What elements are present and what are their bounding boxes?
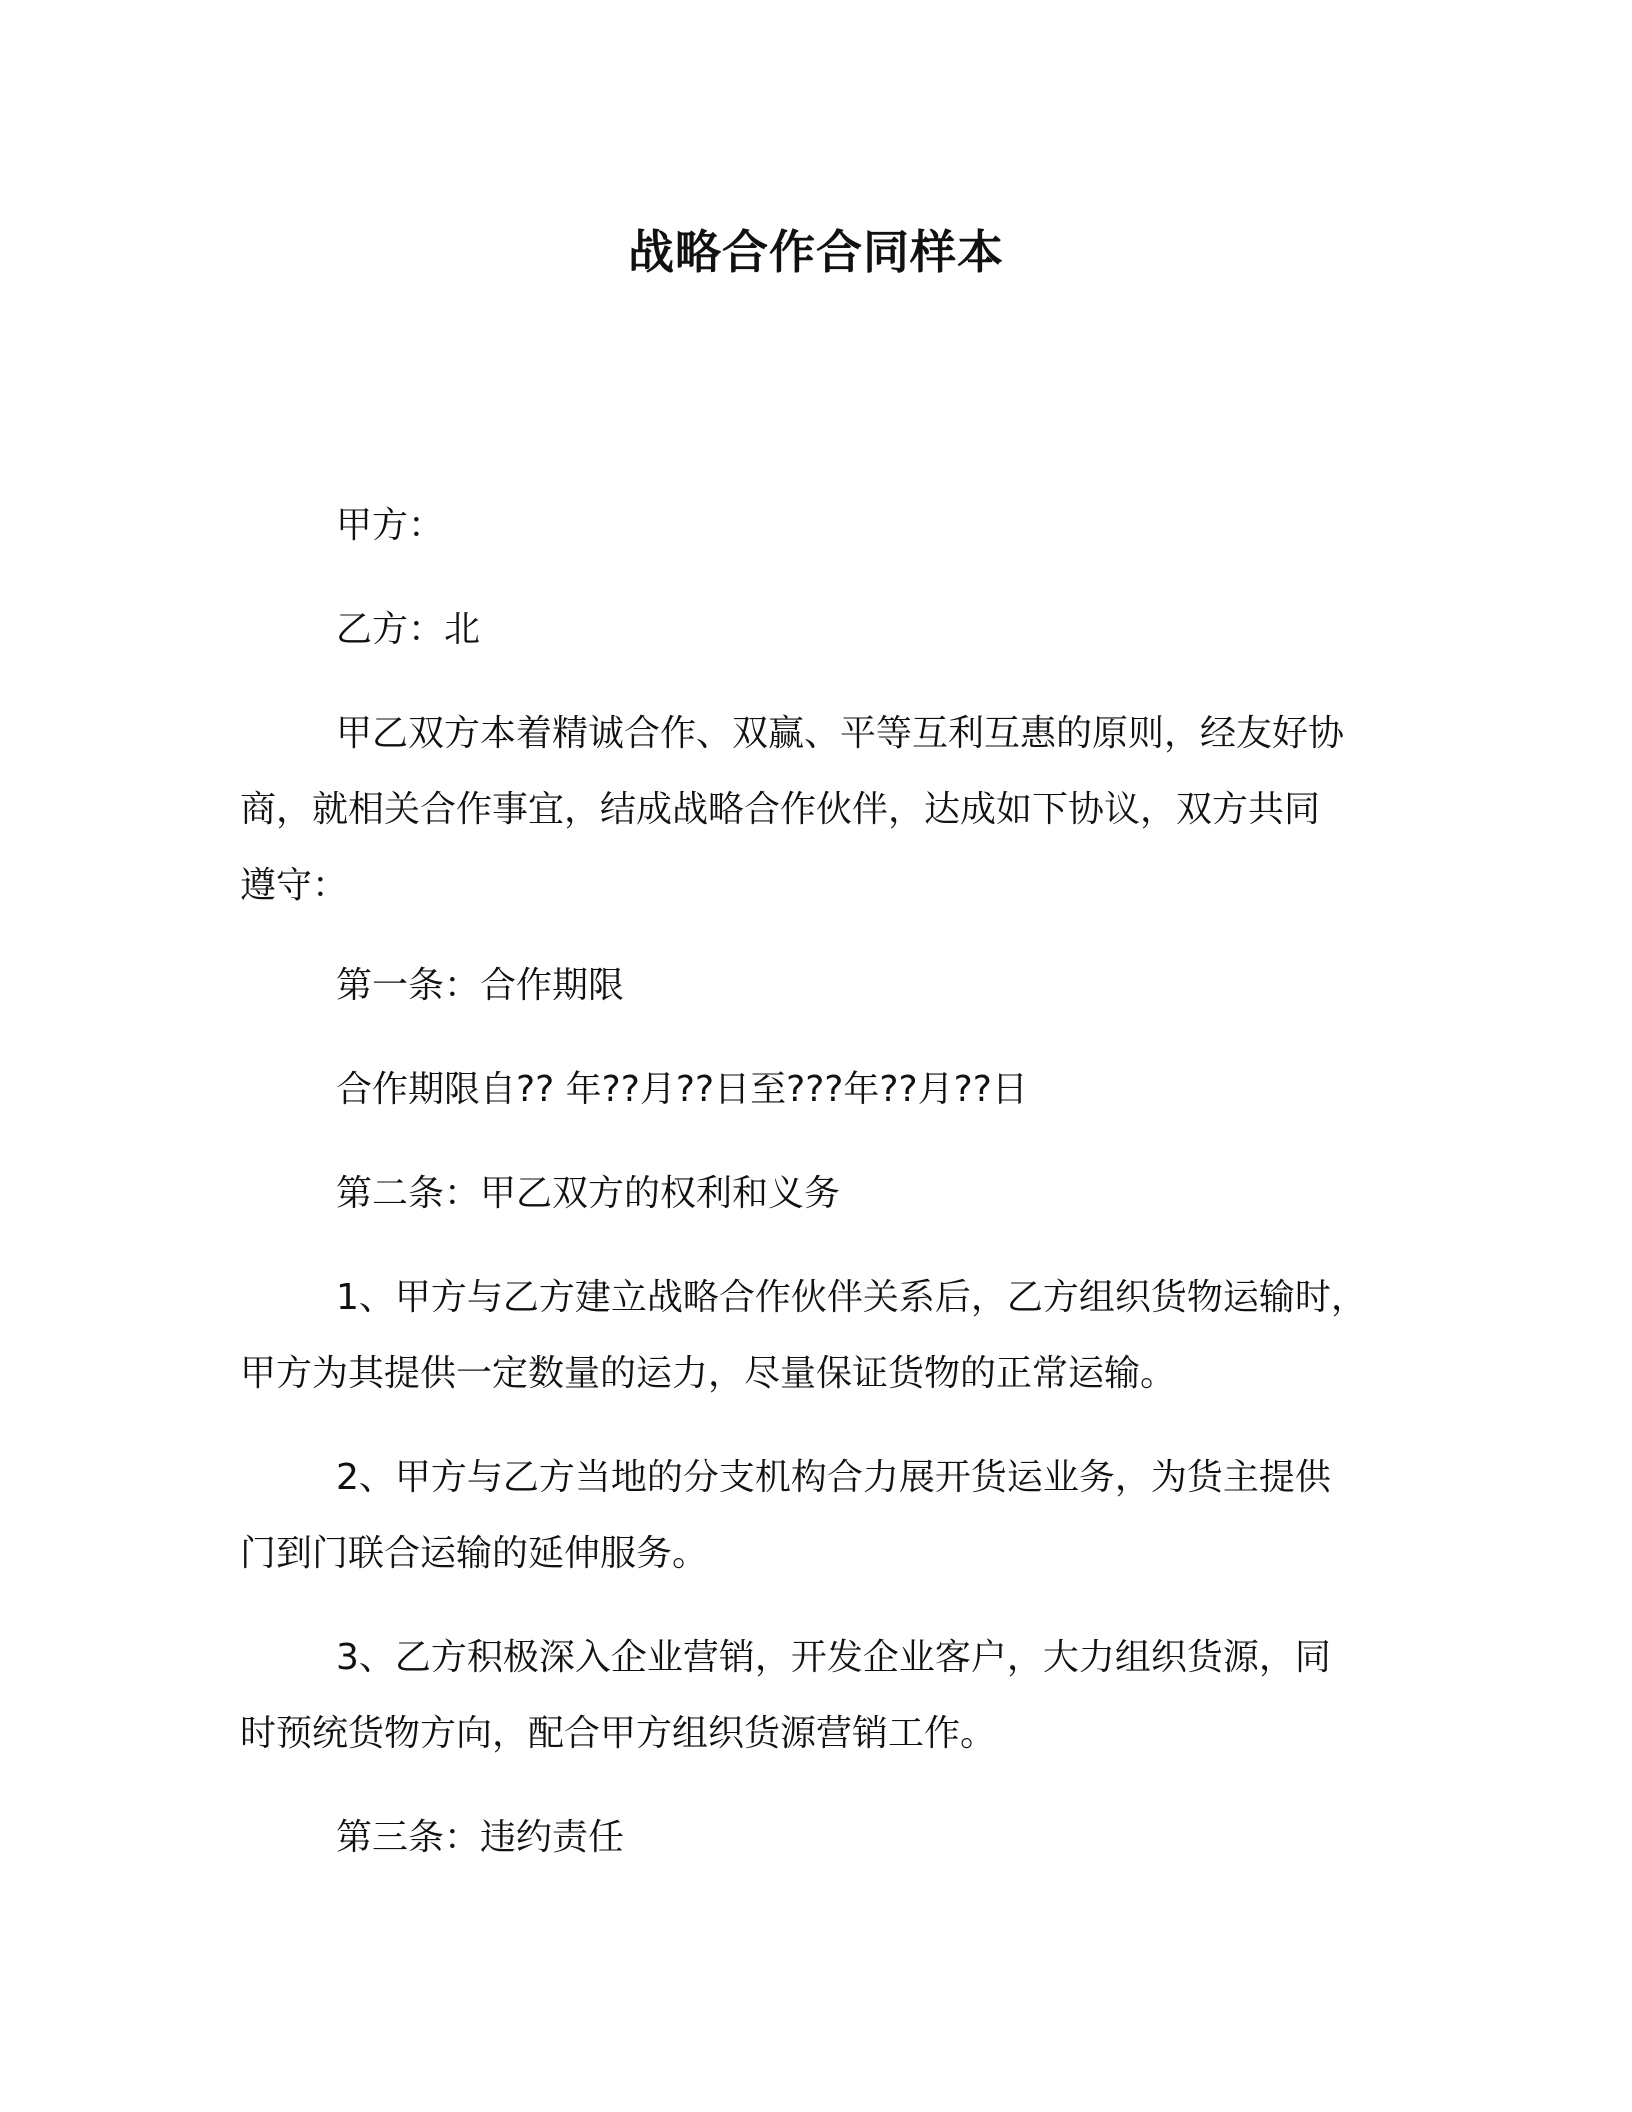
item-2-paragraph: [240, 1440, 1400, 1592]
party-a-text: 甲方：: [336, 505, 445, 546]
intro-line-1: 甲乙双方本着精诚合作、双赢、平等互利互惠的原则，经友好协: [336, 713, 1345, 754]
item-1-line-2: 甲方为其提供一定数量的运力，尽量保证货物的正常运输。: [240, 1353, 1177, 1394]
item-3-line-2: 时预统货物方向，配合甲方组织货源营销工作。: [240, 1713, 997, 1754]
article-3-title: 第三条：违约责任: [336, 1817, 625, 1858]
party-a-line: [240, 488, 1400, 564]
item-2-line-1: 2、甲方与乙方当地的分支机构合力展开货运业务，为货主提供: [336, 1457, 1331, 1498]
article-2-title: 第二条：甲乙双方的权利和义务: [336, 1173, 841, 1214]
party-b-line: [240, 592, 1400, 668]
party-b-text: 乙方：北: [336, 609, 481, 650]
intro-line-2: 商，就相关合作事宜，结成战略合作伙伴，达成如下协议，双方共同: [240, 789, 1321, 830]
item-3-line-1: 3、乙方积极深入企业营销，开发企业客户，大力组织货源，同: [336, 1637, 1331, 1678]
article-1-heading: [240, 948, 1400, 1024]
intro-line-3: 遵守：: [240, 865, 349, 906]
item-3-paragraph: [240, 1620, 1400, 1772]
item-1-paragraph: [240, 1260, 1400, 1412]
article-1-body: [240, 1052, 1400, 1128]
article-1-title: 第一条：合作期限: [336, 965, 625, 1006]
article-3-heading: [240, 1800, 1400, 1876]
article-1-text: 合作期限自?? 年??月??日至???年??月??日: [336, 1069, 1028, 1110]
item-1-line-1: 1、甲方与乙方建立战略合作伙伴关系后，乙方组织货物运输时，: [336, 1277, 1367, 1318]
intro-paragraph: [240, 696, 1400, 924]
item-2-line-2: 门到门联合运输的延伸服务。: [240, 1533, 709, 1574]
article-2-heading: [240, 1156, 1400, 1232]
document-title: 战略合作合同样本: [628, 225, 1004, 279]
